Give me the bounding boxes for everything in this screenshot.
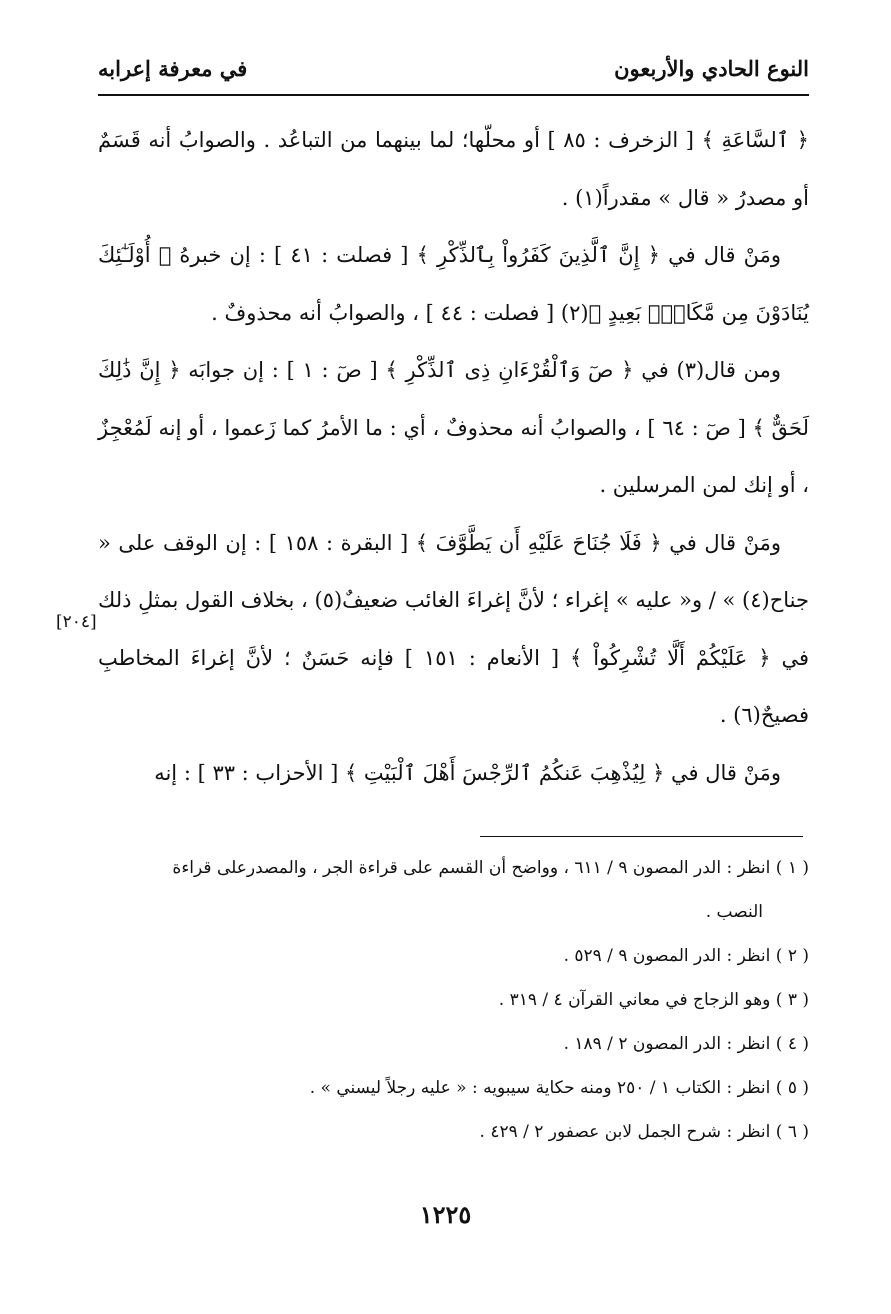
margin-page-reference: [٢٠٤] [56, 612, 97, 632]
footnote: ( ٦ ) انظر : شرح الجمل لابن عصفور ٢ / ٤٢٩ . [479, 1122, 809, 1142]
footnote: ( ٥ ) انظر : الكتاب ١ / ٢٥٠ ومنه حكاية سيبويه : « عليه رجلاً ليسني » . [309, 1078, 809, 1098]
footnote: ( ٤ ) انظر : الدر المصون ٢ / ١٨٩ . [563, 1034, 809, 1054]
page-number: ١٢٢٥ [419, 1200, 472, 1229]
main-text [98, 112, 809, 802]
running-header-chapter: النوع الحادي والأربعون [614, 56, 809, 81]
footnote-divider [480, 836, 803, 837]
header-divider [98, 94, 809, 96]
footnotes [98, 846, 809, 1154]
running-header-section: في معرفة إعرابه [98, 56, 248, 81]
footnote: ( ٣ ) وهو الزجاج في معاني القرآن ٤ / ٣١٩ . [498, 990, 809, 1010]
footnote: ( ٢ ) انظر : الدر المصون ٩ / ٥٢٩ . [563, 946, 809, 966]
paragraph: ومن قال(٣) في ﴿ صٓ وَٱلْقُرْءَانِ ذِى ٱلذِّكْرِ ﴾ [ صٓ : ١ ] : إن جوابَه ﴿ إِنَّ ذَٰلِكَ لَحَقٌّ ﴾ [ صٓ : ٦٤ ] ، والصوابُ أنه محذوفٌ ، أي : ما الأمرُ كما زَعموا ، أو إنه لَمُعْجِزٌ ، أو إنك لمن المرسلين . [98, 358, 809, 497]
footnote: ( ١ ) انظر : الدر المصون ٩ / ٦١١ ، وواضح أن القسم على قراءة الجر ، والمصدرعلى قراءة [172, 858, 809, 878]
paragraph: ومَنْ قال في ﴿ إِنَّ ٱلَّذِينَ كَفَرُواْ بِٱلذِّكْرِ ﴾ [ فصلت : ٤١ ] : إن خبرهُ ﴿ أُوْلَـٰٓئِكَ يُنَادَوْنَ مِن مَّكَانِۭ بَعِيدٍ ﴾(٢) [ فصلت : ٤٤ ] ، والصوابُ أنه محذوفٌ . [98, 243, 809, 325]
paragraph: ومَنْ قال في ﴿ لِيُذْهِبَ عَنكُمُ ٱلرِّجْسَ أَهْلَ ٱلْبَيْتِ ﴾ [ الأحزاب : ٣٣ ] : إنه [154, 760, 781, 785]
paragraph: ومَنْ قال في ﴿ فَلَا جُنَاحَ عَلَيْهِ أَن يَطَّوَّفَ ﴾ [ البقرة : ١٥٨ ] : إن الوقف على « جناح(٤) » / و« عليه » إغراء ؛ لأنَّ إغراءَ الغائب ضعيفٌ(٥) ، بخلاف القول بمثلِ ذلك في ﴿ عَلَيْكُمْ أَلَّا تُشْرِكُواْ ﴾ [ الأنعام : ١٥١ ] فإنه حَسَنٌ ؛ لأنَّ إغراءَ المخاطبِ فصيحٌ(٦) . [98, 530, 809, 727]
footnote-continuation: النصب . [705, 902, 763, 922]
paragraph: ﴿ ٱلسَّاعَةِ ﴾ [ الزخرف : ٨٥ ] أو محلّها؛ لما بينهما من التباعُد . والصوابُ أنه قَسَمٌ أو مصدرُ « قال » مقدراً(١) . [98, 128, 809, 210]
